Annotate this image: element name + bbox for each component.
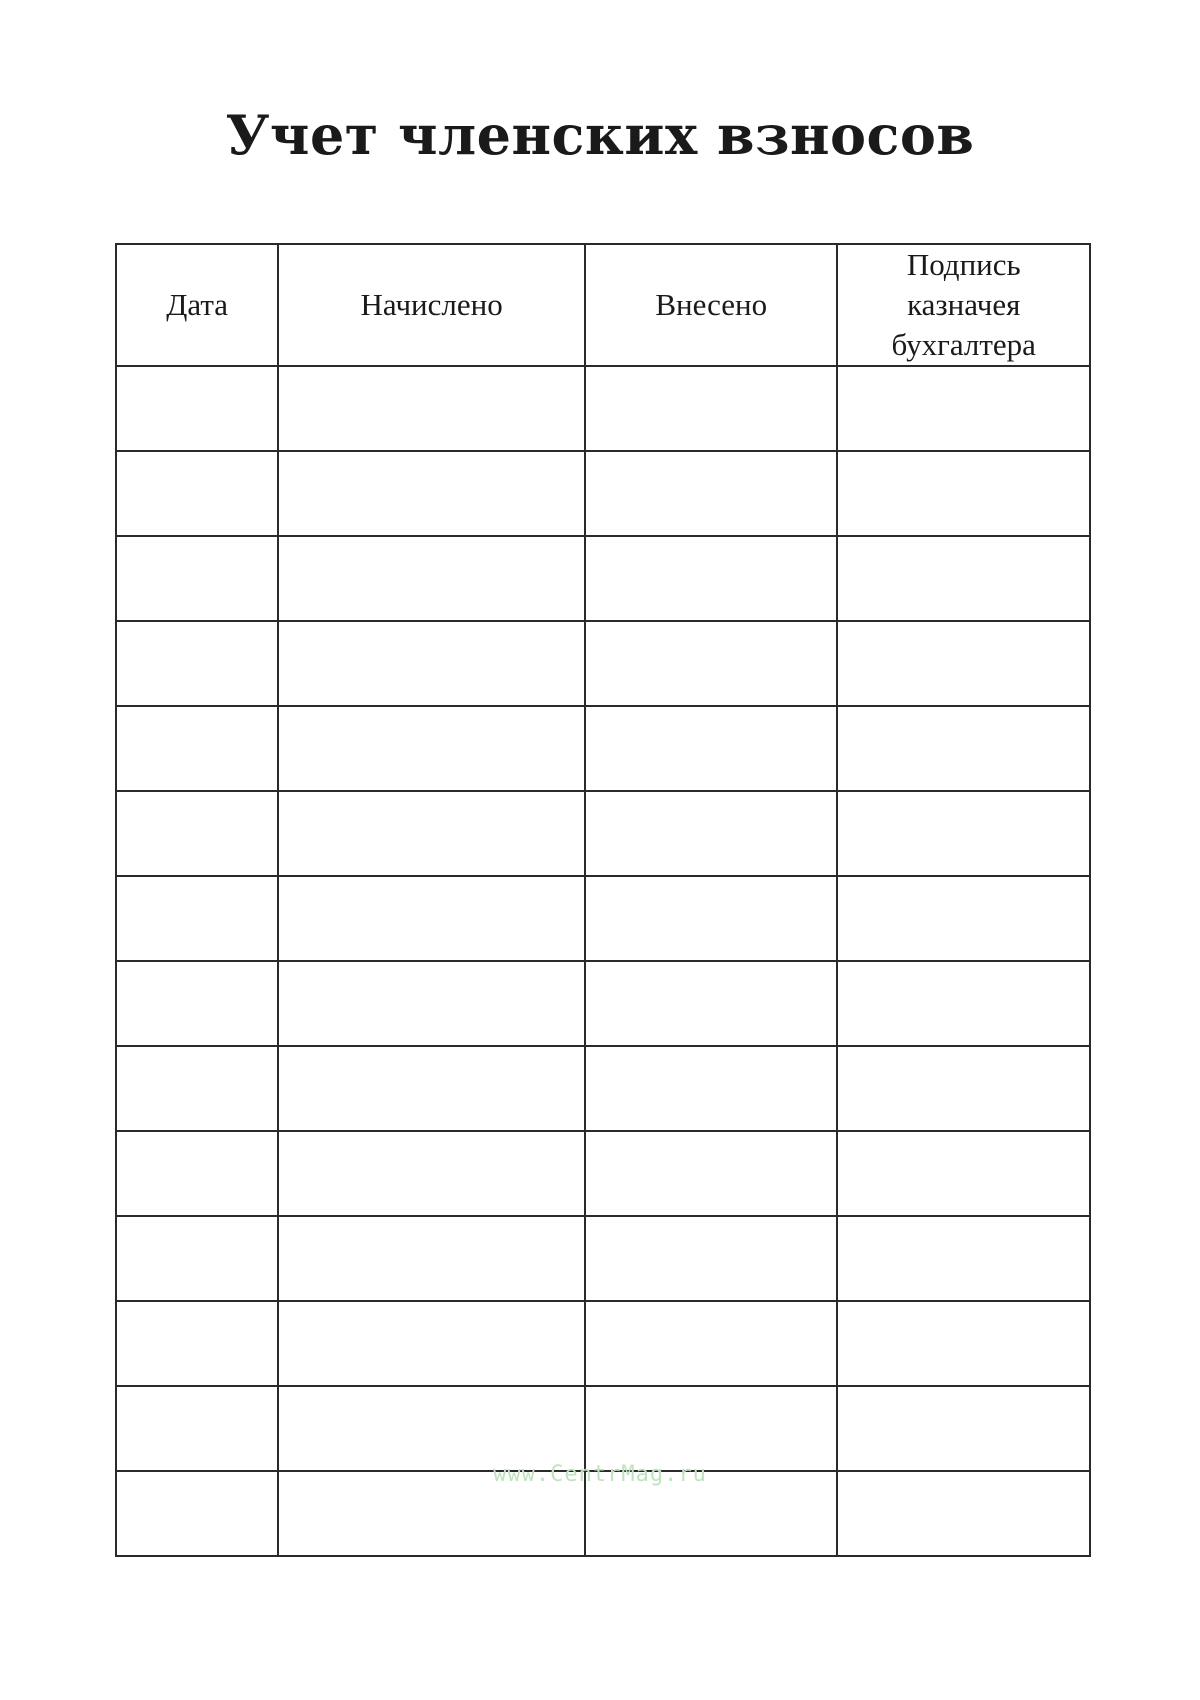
cell-charged[interactable] xyxy=(278,1386,585,1471)
header-signature-line-3: бухгалтера xyxy=(891,327,1036,362)
cell-date[interactable] xyxy=(116,451,278,536)
table-row xyxy=(116,621,1090,706)
page-title: Учет членских взносов xyxy=(225,103,975,167)
dues-ledger-table xyxy=(115,243,1091,1557)
cell-date[interactable] xyxy=(116,791,278,876)
cell-date[interactable] xyxy=(116,876,278,961)
cell-date[interactable] xyxy=(116,1216,278,1301)
cell-date[interactable] xyxy=(116,1131,278,1216)
header-signature-line-2: казначея xyxy=(907,287,1021,322)
cell-date[interactable] xyxy=(116,1046,278,1131)
watermark: www.CentrMag.ru xyxy=(493,1462,707,1487)
cell-paid[interactable] xyxy=(585,621,838,706)
cell-date[interactable] xyxy=(116,366,278,451)
cell-signature[interactable] xyxy=(837,876,1090,961)
cell-charged[interactable] xyxy=(278,706,585,791)
cell-signature[interactable] xyxy=(837,451,1090,536)
cell-paid[interactable] xyxy=(585,366,838,451)
cell-date[interactable] xyxy=(116,1386,278,1471)
cell-charged[interactable] xyxy=(278,1216,585,1301)
cell-date[interactable] xyxy=(116,621,278,706)
table-row xyxy=(116,876,1090,961)
cell-charged[interactable] xyxy=(278,451,585,536)
cell-date[interactable] xyxy=(116,961,278,1046)
cell-charged[interactable] xyxy=(278,536,585,621)
cell-paid[interactable] xyxy=(585,1386,838,1471)
table-row xyxy=(116,1046,1090,1131)
cell-paid[interactable] xyxy=(585,451,838,536)
table-header-row xyxy=(116,244,1090,366)
table-row xyxy=(116,961,1090,1046)
header-date: Дата xyxy=(116,244,278,366)
cell-charged[interactable] xyxy=(278,876,585,961)
cell-signature[interactable] xyxy=(837,1046,1090,1131)
table-row xyxy=(116,536,1090,621)
cell-signature[interactable] xyxy=(837,366,1090,451)
cell-charged[interactable] xyxy=(278,1131,585,1216)
cell-charged[interactable] xyxy=(278,621,585,706)
table-row xyxy=(116,1301,1090,1386)
cell-paid[interactable] xyxy=(585,961,838,1046)
cell-paid[interactable] xyxy=(585,876,838,961)
header-charged: Начислено xyxy=(278,244,585,366)
cell-signature[interactable] xyxy=(837,621,1090,706)
cell-charged[interactable] xyxy=(278,791,585,876)
table-row xyxy=(116,1131,1090,1216)
cell-signature[interactable] xyxy=(837,1386,1090,1471)
cell-date[interactable] xyxy=(116,706,278,791)
cell-charged[interactable] xyxy=(278,961,585,1046)
cell-paid[interactable] xyxy=(585,1046,838,1131)
table-row xyxy=(116,706,1090,791)
cell-signature[interactable] xyxy=(837,1216,1090,1301)
cell-signature[interactable] xyxy=(837,536,1090,621)
cell-paid[interactable] xyxy=(585,536,838,621)
cell-charged[interactable] xyxy=(278,366,585,451)
cell-paid[interactable] xyxy=(585,1301,838,1386)
cell-paid[interactable] xyxy=(585,706,838,791)
cell-date[interactable] xyxy=(116,536,278,621)
cell-signature[interactable] xyxy=(837,706,1090,791)
cell-paid[interactable] xyxy=(585,791,838,876)
table-row xyxy=(116,451,1090,536)
table-body xyxy=(116,366,1090,1556)
header-paid: Внесено xyxy=(585,244,838,366)
cell-signature[interactable] xyxy=(837,961,1090,1046)
table-row xyxy=(116,1386,1090,1471)
cell-charged[interactable] xyxy=(278,1301,585,1386)
table-row xyxy=(116,366,1090,451)
header-treasurer-signature xyxy=(837,244,1090,366)
cell-signature[interactable] xyxy=(837,1301,1090,1386)
cell-charged[interactable] xyxy=(278,1046,585,1131)
cell-signature[interactable] xyxy=(837,791,1090,876)
cell-signature[interactable] xyxy=(837,1131,1090,1216)
cell-paid[interactable] xyxy=(585,1131,838,1216)
cell-date[interactable] xyxy=(116,1301,278,1386)
header-signature-line-1: Подпись xyxy=(906,247,1021,282)
table-row xyxy=(116,791,1090,876)
table-row xyxy=(116,1216,1090,1301)
cell-paid[interactable] xyxy=(585,1216,838,1301)
